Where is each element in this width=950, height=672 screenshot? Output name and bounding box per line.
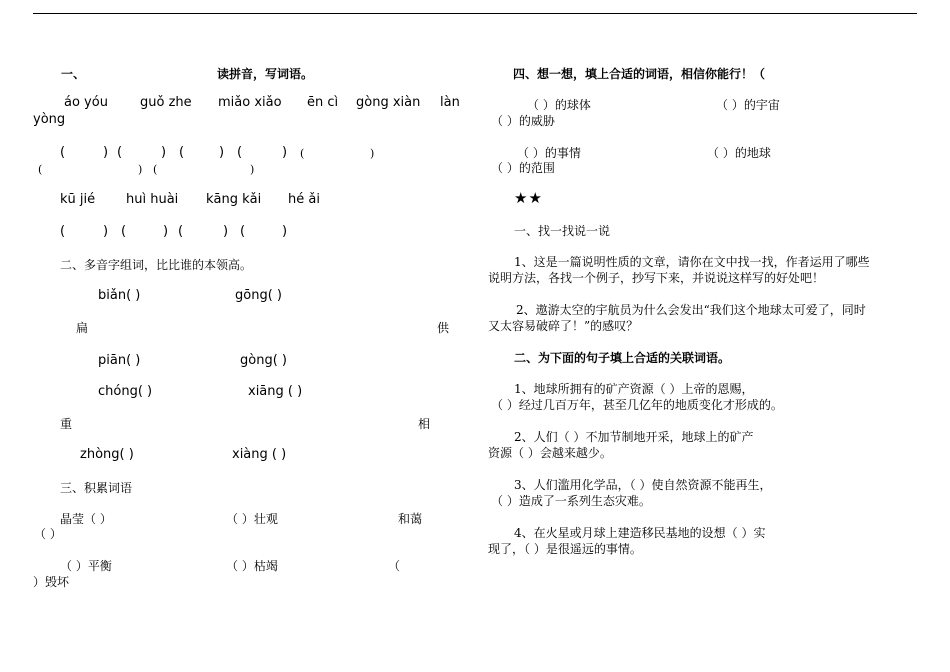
polyphone-blank: piān( ) <box>98 353 141 368</box>
sentence-fill: 1、地球所拥有的矿产资源（ ）上帝的恩赐， <box>514 382 754 396</box>
paren-open: ( <box>117 145 123 160</box>
phrase-fill: （ ）的范围 <box>491 161 555 175</box>
sentence-fill: 4、在火星或月球上建造移民基地的设想（ ）实 <box>514 526 766 540</box>
paren-close: ) <box>370 147 375 160</box>
sentence-fill: 资源（ ）会越来越少。 <box>488 446 612 460</box>
pinyin-item: kāng kǎi <box>206 192 262 207</box>
sentence-fill: 2、人们（ ）不加节制地开采，地球上的矿产 <box>514 430 754 444</box>
polyphone-blank: zhòng( ) <box>80 447 134 462</box>
paren-close: ) <box>103 224 109 239</box>
paren-close: ) <box>138 163 143 176</box>
phrase-fill: （ ）的球体 <box>527 98 591 112</box>
question-text: 又太容易破碎了！”的感叹？ <box>488 319 639 333</box>
phrase-fill: （ ）的地球 <box>707 146 771 160</box>
word-fill: （ ）枯竭 <box>226 559 278 573</box>
word-fill: 晶莹（ ） <box>60 512 112 526</box>
polyphone-blank: xiàng ( ) <box>232 447 287 462</box>
paren-open: ( <box>60 145 66 160</box>
pinyin-item: miǎo xiǎo <box>218 95 282 110</box>
polyphone-blank: gōng( ) <box>235 288 282 303</box>
paren-open: ( <box>179 145 185 160</box>
paren-close: ) <box>219 145 225 160</box>
paren-close: ) <box>103 145 109 160</box>
question-1-title: 一、找一找说一说 <box>514 224 611 238</box>
pinyin-item: gòng xiàn <box>356 95 421 110</box>
polyphone-blank: xiāng ( ) <box>248 384 303 399</box>
paren-open: ( <box>38 163 43 176</box>
pinyin-item: guǒ zhe <box>140 95 192 110</box>
sentence-fill: （ ）经过几百万年，甚至几亿年的地质变化才形成的。 <box>491 398 783 412</box>
polyphone-char: 供 <box>437 321 450 335</box>
top-rule <box>33 13 917 14</box>
section-1-title: 读拼音，写词语。 <box>217 67 314 81</box>
polyphone-blank: chóng( ) <box>98 384 153 399</box>
sentence-fill: 现了，（ ）是很遥远的事情。 <box>488 542 642 556</box>
paren-close: ) <box>223 224 229 239</box>
word-fill: ）毁坏 <box>33 575 70 589</box>
pinyin-item: áo yóu <box>64 95 108 110</box>
question-2-title: 二、为下面的句子填上合适的关联词语。 <box>514 351 731 365</box>
question-text: 2、遨游太空的宇航员为什么会发出“我们这个地球太可爱了，同时 <box>516 303 866 317</box>
paren-close: ) <box>163 224 169 239</box>
paren-open: ( <box>178 224 184 239</box>
phrase-fill: （ ）的威胁 <box>491 114 555 128</box>
question-text: 1、这是一篇说明性质的文章，请你在文中找一找，作者运用了哪些 <box>514 255 870 269</box>
paren-close: ) <box>282 145 288 160</box>
paren-open: ( <box>240 224 246 239</box>
sentence-fill: （ ）造成了一系列生态灾难。 <box>491 494 651 508</box>
pinyin-item: hé ǎi <box>288 192 320 207</box>
word-fill: （ <box>388 559 401 573</box>
section-2-title: 二、多音字组词，比比谁的本领高。 <box>60 258 253 272</box>
paren-open: ( <box>60 224 66 239</box>
paren-close: ) <box>250 163 255 176</box>
paren-open: ( <box>300 147 305 160</box>
question-text: 说明方法，各找一个例子，抄写下来，并说说这样写的好处吧！ <box>488 271 825 285</box>
difficulty-stars: ★★ <box>514 189 543 207</box>
word-fill: （ ）壮观 <box>226 512 278 526</box>
pinyin-item: huì huài <box>126 192 179 207</box>
word-fill: （ ） <box>34 527 62 541</box>
word-fill: 和蔼 <box>398 512 423 526</box>
polyphone-char: 重 <box>60 417 73 431</box>
sentence-fill: 3、人们滥用化学品，（ ）使自然资源不能再生， <box>514 478 772 492</box>
polyphone-blank: biǎn( ) <box>98 288 141 303</box>
section-4-title: 四、想一想，填上合适的词语，相信你能行！（ <box>513 67 766 81</box>
phrase-fill: （ ）的宇宙 <box>716 98 780 112</box>
pinyin-item: yòng <box>33 112 66 127</box>
polyphone-char: 相 <box>418 417 431 431</box>
word-fill: （ ）平衡 <box>60 559 112 573</box>
phrase-fill: （ ）的事情 <box>517 146 581 160</box>
polyphone-blank: gòng( ) <box>240 353 287 368</box>
pinyin-item: ēn cì <box>307 95 339 110</box>
section-3-title: 三、积累词语 <box>60 481 133 495</box>
paren-close: ) <box>161 145 167 160</box>
paren-close: ) <box>282 224 288 239</box>
pinyin-item: kū jié <box>60 192 96 207</box>
polyphone-char: 扁 <box>76 321 89 335</box>
section-1-number: 一、 <box>61 67 86 81</box>
paren-open: ( <box>153 163 158 176</box>
paren-open: ( <box>121 224 127 239</box>
pinyin-item: làn <box>440 95 460 110</box>
paren-open: ( <box>237 145 243 160</box>
